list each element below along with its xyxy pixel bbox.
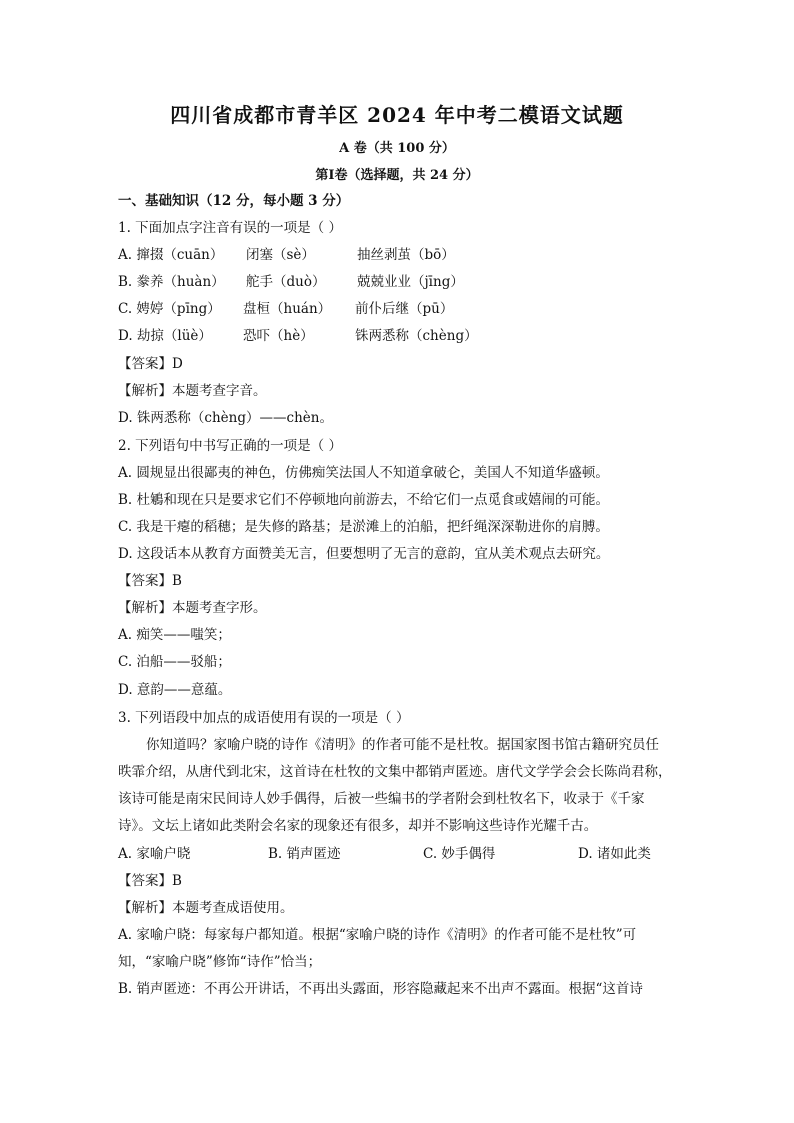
q1-row-c-col3: 前仆后继（pū）: [355, 301, 454, 317]
q2-option-c: C. 我是干瘪的稻穗；是失修的路基；是淤滩上的泊船，把纤绳深深勒进你的肩膊。: [118, 519, 609, 535]
q1-row-b-col1: B. 豢养（huàn）: [118, 274, 225, 290]
q2-stem: 2. 下列语句中书写正确的一项是（ ）: [118, 438, 342, 454]
section-heading: 一、基础知识（12 分，每小题 3 分）: [118, 193, 350, 209]
q2-explain-a: A. 痴笑——嗤笑；: [118, 627, 231, 643]
q1-explain: D. 铢两悉称（chèng）——chèn。: [118, 410, 333, 426]
q1-row-c-col1: C. 娉婷（pīng）: [118, 301, 221, 317]
q3-option-a: A. 家喻户晓: [118, 846, 191, 862]
q2-option-d: D. 这段话本从教育方面赞美无言，但要想明了无言的意韵，宜从美术观点去研究。: [118, 546, 610, 562]
q1-row-d-col2: 恐吓（hè）: [243, 328, 314, 344]
q3-option-c: C. 妙手偶得: [423, 846, 496, 862]
q3-explain-line-3: B. 销声匿迹：不再公开讲话，不再出头露面，形容隐藏起来不出声不露面。根据“这首诗: [118, 981, 643, 997]
q3-paragraph-line-4: 诗》。文坛上诸如此类附会名家的现象还有很多，却并不影响这些诗作光耀千古。: [118, 818, 598, 834]
q3-option-d: D. 诸如此类: [578, 846, 651, 862]
q2-explain-c: C. 泊船——驳船；: [118, 654, 231, 670]
q1-analysis: 【解析】本题考查字音。: [118, 383, 267, 399]
q1-stem: 1. 下面加点字注音有误的一项是（ ）: [118, 220, 342, 236]
q1-row-d-col1: D. 劫掠（lüè）: [118, 328, 212, 344]
q1-row-c-col2: 盘桓（huán）: [243, 301, 332, 317]
q3-explain-line-1: A. 家喻户晓：每家每户都知道。根据“家喻户晓的诗作《清明》的作者可能不是杜牧”可: [118, 927, 637, 943]
q1-row-b-col2: 舵手（duò）: [246, 274, 326, 290]
page-title: 四川省成都市青羊区 2024 年中考二模语文试题: [170, 103, 624, 127]
q3-paragraph-line-1: 你知道吗？家喻户晓的诗作《清明》的作者可能不是杜牧。据国家图书馆古籍研究员任: [146, 737, 659, 753]
q2-analysis: 【解析】本题考查字形。: [118, 600, 267, 616]
q2-option-a: A. 圆规显出很鄙夷的神色，仿佛痴笑法国人不知道拿破仑，美国人不知道华盛顿。: [118, 465, 609, 481]
q3-option-b: B. 销声匿迹: [268, 846, 341, 862]
q3-answer: 【答案】B: [118, 873, 182, 889]
q1-row-b-col3: 兢兢业业（jīng）: [357, 274, 464, 290]
q2-option-b: B. 杜鵴和现在只是要求它们不停顿地向前游去，不给它们一点觅食或嬉闹的可能。: [118, 492, 610, 508]
q3-explain-line-2: 知，“家喻户晓”修饰“诗作”恰当；: [118, 954, 322, 970]
q1-answer: 【答案】D: [118, 356, 183, 372]
q1-row-a-col1: A. 撺掇（cuān）: [118, 247, 224, 263]
q3-analysis: 【解析】本题考查成语使用。: [118, 900, 294, 916]
q3-stem: 3. 下列语段中加点的成语使用有误的一项是（ ）: [118, 710, 410, 726]
q2-answer: 【答案】B: [118, 573, 182, 589]
q2-explain-d: D. 意韵——意蕴。: [118, 682, 232, 698]
q3-paragraph-line-3: 该诗可能是南宋民间诗人妙手偶得，后被一些编书的学者附会到杜牧名下，收录于《千家: [118, 791, 645, 807]
q1-row-a-col3: 抽丝剥茧（bō）: [357, 247, 455, 263]
volume-heading: A 卷（共 100 分）: [339, 141, 455, 156]
q1-row-d-col3: 铢两悉称（chèng）: [355, 328, 478, 344]
part-heading: 第Ⅰ卷（选择题，共 24 分）: [315, 168, 479, 183]
q3-paragraph-line-2: 昳霏介绍，从唐代到北宋，这首诗在杜牧的文集中都销声匿迹。唐代文学学会会长陈尚君称，: [118, 764, 672, 780]
q1-row-a-col2: 闭塞（sè）: [246, 247, 315, 263]
